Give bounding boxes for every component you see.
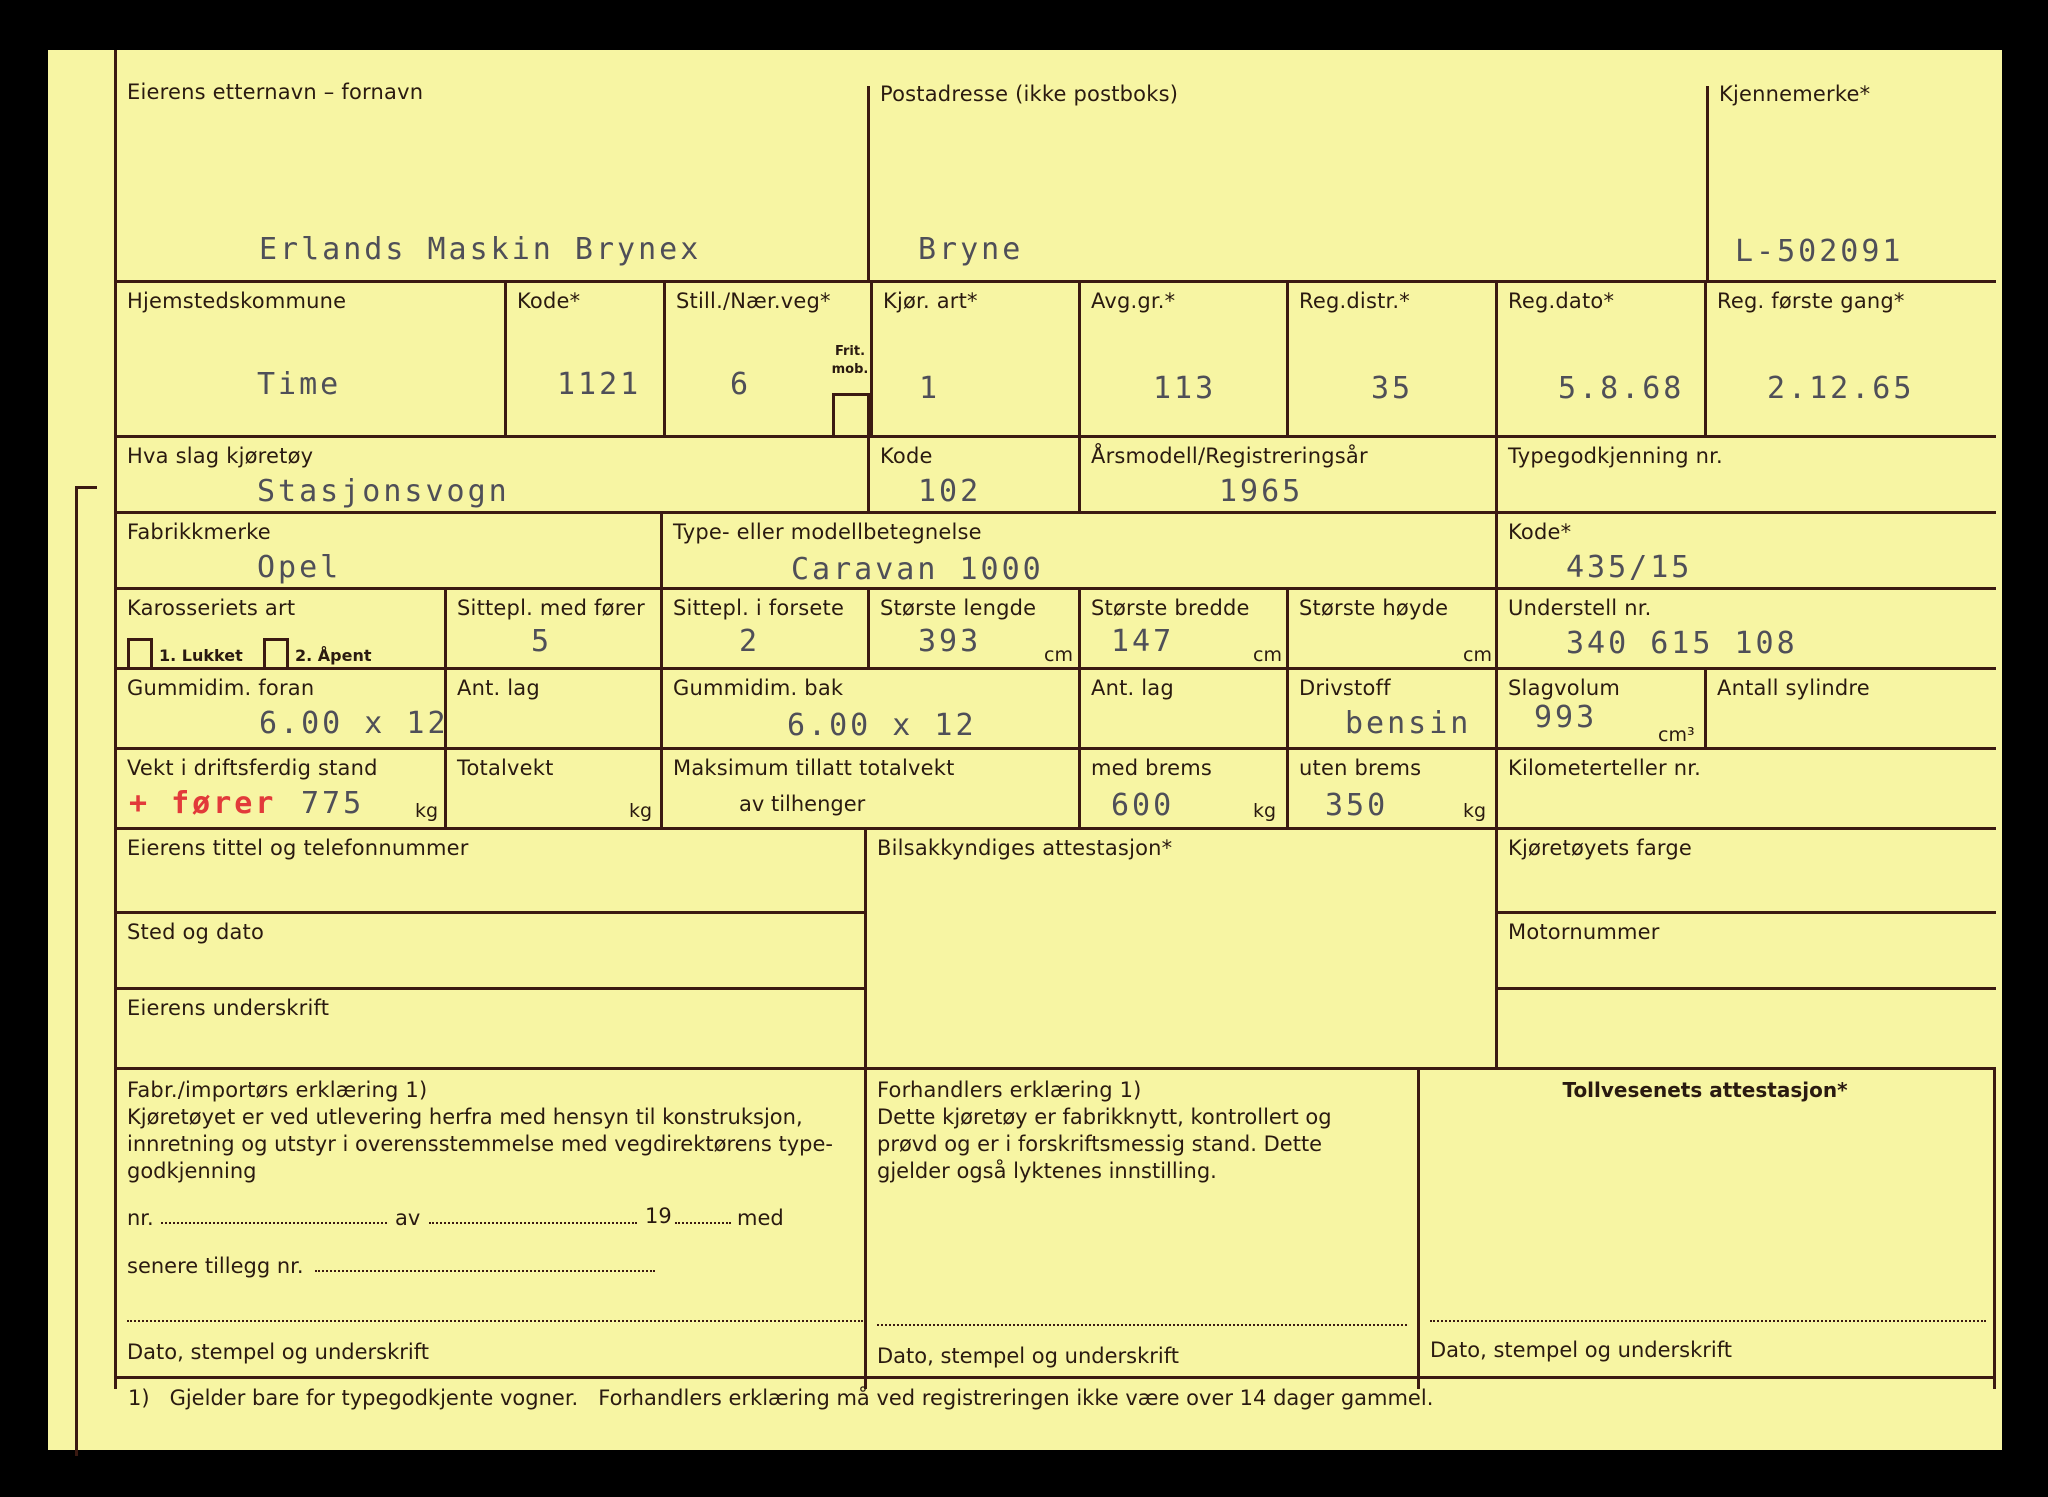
max-weight-cell — [660, 747, 1081, 827]
cylinders-label: Antall sylindre — [1717, 676, 1870, 700]
volume-cell — [1495, 667, 1707, 747]
model-code-label: Kode* — [1508, 520, 1572, 544]
model-cell — [660, 511, 1498, 587]
importer-av-label: av — [395, 1206, 421, 1230]
nobrake-cell — [1286, 747, 1498, 827]
nobrake-value: 350 — [1325, 788, 1389, 823]
regmark-cell — [1706, 82, 1996, 280]
municipality-cell — [114, 280, 507, 435]
volume-unit: cm³ — [1658, 724, 1695, 746]
brake-value: 600 — [1111, 788, 1175, 823]
frit-box[interactable] — [832, 393, 870, 438]
importer-text: Kjøretøyet er ved utlevering herfra med hensyn til konstruksjon, innretning og utstyr i overensstemmelse med vegdirektørens type-godkjenning — [127, 1105, 833, 1183]
importer-title: Fabr./importørs erklæring 1) — [127, 1078, 428, 1102]
fuel-label: Drivstoff — [1299, 676, 1391, 700]
firstreg-cell — [1704, 280, 1996, 435]
avg-label: Avg.gr.* — [1091, 289, 1176, 313]
inspector-label: Bilsakkyndiges attestasjon* — [877, 836, 1173, 860]
body-label: Karosseriets art — [127, 596, 296, 620]
vehicle-type-value: Stasjonsvogn — [257, 474, 510, 509]
typeapproval-cell — [1495, 435, 1996, 511]
still-label: Still./Nær.veg* — [676, 289, 831, 313]
place-date-cell — [114, 911, 867, 987]
total-weight-unit: kg — [629, 800, 653, 822]
regdistr-label: Reg.distr.* — [1299, 289, 1410, 313]
height-label: Største høyde — [1299, 596, 1449, 620]
margin-bracket — [75, 486, 78, 1456]
tyre-front-cell — [114, 667, 447, 747]
front-seats-cell — [660, 587, 870, 667]
width-label: Største bredde — [1091, 596, 1250, 620]
regdistr-cell — [1286, 280, 1498, 435]
importer-year-field[interactable] — [675, 1222, 731, 1224]
total-weight-cell — [444, 747, 663, 827]
body-cell — [114, 587, 447, 667]
weight-driver-note: + fører — [129, 786, 277, 821]
owner-title-label: Eierens tittel og telefonnummer — [127, 836, 469, 860]
inspector-cell — [864, 827, 1498, 1067]
brake-cell — [1078, 747, 1289, 827]
model-code-value: 435/15 — [1566, 550, 1693, 585]
vehicle-type-cell — [114, 435, 870, 511]
length-cell — [867, 587, 1081, 667]
vehicle-code-value: 102 — [918, 474, 982, 509]
vehicle-type-label: Hva slag kjøretøy — [127, 444, 314, 468]
make-label: Fabrikkmerke — [127, 520, 271, 544]
bottom-rule — [114, 1376, 1996, 1379]
regmark-value: L-502091 — [1735, 234, 1904, 269]
dealer-signature-line[interactable] — [877, 1324, 1407, 1326]
customs-stamp-label: Dato, stempel og underskrift — [1430, 1338, 1732, 1362]
colour-label: Kjøretøyets farge — [1508, 836, 1693, 860]
kjor-cell — [870, 280, 1081, 435]
year-cell — [1078, 435, 1498, 511]
chassis-value: 340 615 108 — [1566, 626, 1798, 661]
importer-cell — [114, 1067, 867, 1389]
footnote: 1) Gjelder bare for typegodkjente vogner. Forhandlers erklæring må ved registreringen ikke være over 14 dager gammel. — [128, 1386, 1434, 1410]
width-cell — [1078, 587, 1289, 667]
year-value: 1965 — [1219, 474, 1304, 509]
code-value: 1121 — [557, 367, 642, 402]
importer-year-label: 19 — [645, 1204, 672, 1228]
odometer-label: Kilometerteller nr. — [1508, 756, 1701, 780]
customs-cell — [1417, 1067, 1996, 1389]
width-unit: cm — [1253, 644, 1282, 666]
brake-label: med brems — [1091, 756, 1213, 780]
dealer-cell — [864, 1067, 1420, 1389]
code-label: Kode* — [517, 289, 581, 313]
still-value: 6 — [730, 367, 752, 402]
fuel-value: bensin — [1345, 706, 1472, 741]
vehicle-code-label: Kode — [880, 444, 933, 468]
margin-bracket-top — [75, 486, 97, 489]
weight-label: Vekt i driftsferdig stand — [127, 756, 378, 780]
vehicle-code-cell — [867, 435, 1081, 511]
closed-label: 1. Lukket — [159, 646, 243, 665]
address-value: Bryne — [918, 232, 1024, 267]
front-seats-value: 2 — [739, 624, 761, 659]
owner-cell — [114, 50, 917, 280]
width-value: 147 — [1111, 624, 1175, 659]
volume-label: Slagvolum — [1508, 676, 1621, 700]
model-code-cell — [1495, 511, 1996, 587]
owner-signature-label: Eierens underskrift — [127, 996, 330, 1020]
frit-label: Frit. mob. — [831, 344, 869, 377]
odometer-cell — [1495, 747, 1996, 827]
tyre-rear-cell — [660, 667, 1081, 747]
length-label: Største lengde — [880, 596, 1037, 620]
regdato-value: 5.8.68 — [1558, 371, 1685, 406]
trailer-label: av tilhenger — [739, 792, 866, 816]
colour-cell — [1495, 827, 1996, 911]
regdato-cell — [1495, 280, 1707, 435]
front-seats-label: Sittepl. i forsete — [673, 596, 845, 620]
engine-label: Motornummer — [1508, 920, 1660, 944]
nobrake-label: uten brems — [1299, 756, 1422, 780]
importer-av-field[interactable] — [429, 1222, 637, 1224]
address-label: Postadresse (ikke postboks) — [880, 82, 1179, 106]
customs-signature-line[interactable] — [1430, 1320, 1986, 1322]
closed-checkbox[interactable] — [127, 638, 153, 668]
chassis-label: Understell nr. — [1508, 596, 1652, 620]
cylinders-cell — [1704, 667, 1996, 747]
importer-med-label: med — [737, 1206, 784, 1230]
owner-label: Eierens etternavn – fornavn — [127, 80, 424, 104]
later-addition-field[interactable] — [315, 1270, 655, 1272]
regdistr-value: 35 — [1371, 371, 1414, 406]
importer-nr-label: nr. — [127, 1206, 154, 1230]
weight-cell — [114, 747, 447, 827]
dealer-title: Forhandlers erklæring 1) — [877, 1078, 1142, 1102]
avg-value: 113 — [1153, 371, 1217, 406]
total-weight-label: Totalvekt — [457, 756, 554, 780]
regmark-label: Kjennemerke* — [1719, 82, 1871, 106]
height-cell — [1286, 587, 1498, 667]
year-label: Årsmodell/Registreringsår — [1091, 444, 1368, 468]
ply-rear-label: Ant. lag — [1091, 676, 1174, 700]
make-value: Opel — [257, 550, 342, 585]
seats-cell — [444, 587, 663, 667]
model-value: Caravan 1000 — [791, 552, 1044, 587]
ply-front-label: Ant. lag — [457, 676, 540, 700]
blank-cell — [1495, 987, 1996, 1067]
engine-cell — [1495, 911, 1996, 987]
dealer-text: Dette kjøretøy er fabrikknytt, kontrollert og prøvd og er i forskriftsmessig stand. Dette gjelder også lyktenes innstilling. — [877, 1105, 1332, 1183]
regdato-label: Reg.dato* — [1508, 289, 1615, 313]
length-value: 393 — [918, 624, 982, 659]
weight-unit: kg — [415, 800, 439, 822]
open-checkbox[interactable] — [263, 638, 289, 668]
owner-title-cell — [114, 827, 867, 911]
owner-signature-cell — [114, 987, 867, 1067]
seats-value: 5 — [531, 624, 553, 659]
seats-label: Sittepl. med fører — [457, 596, 646, 620]
volume-value: 993 — [1534, 700, 1598, 735]
kjor-label: Kjør. art* — [883, 289, 978, 313]
kjor-value: 1 — [919, 371, 941, 406]
still-cell — [663, 280, 873, 435]
make-cell — [114, 511, 663, 587]
owner-value: Erlands Maskin Brynex — [259, 232, 702, 267]
height-unit: cm — [1463, 644, 1492, 666]
municipality-value: Time — [257, 367, 342, 402]
open-label: 2. Åpent — [295, 646, 372, 665]
model-label: Type- eller modellbetegnelse — [673, 520, 982, 544]
code-cell — [504, 280, 666, 435]
municipality-label: Hjemstedskommune — [127, 289, 347, 313]
tyre-front-label: Gummidim. foran — [127, 676, 315, 700]
tyre-rear-value: 6.00 x 12 — [787, 708, 977, 743]
brake-unit: kg — [1253, 800, 1277, 822]
importer-nr-field[interactable] — [161, 1222, 387, 1224]
place-date-label: Sted og dato — [127, 920, 265, 944]
ply-front-cell — [444, 667, 663, 747]
tyre-rear-label: Gummidim. bak — [673, 676, 844, 700]
avg-cell — [1078, 280, 1289, 435]
nobrake-unit: kg — [1463, 800, 1487, 822]
typeapproval-label: Typegodkjenning nr. — [1508, 444, 1723, 468]
address-cell — [867, 82, 1757, 280]
dealer-stamp-label: Dato, stempel og underskrift — [877, 1344, 1179, 1368]
customs-title: Tollvesenets attestasjon* — [1562, 1078, 1848, 1102]
weight-value: 775 — [301, 786, 365, 821]
ply-rear-cell — [1078, 667, 1289, 747]
fuel-cell — [1286, 667, 1498, 747]
firstreg-value: 2.12.65 — [1767, 371, 1915, 406]
later-addition-label: senere tillegg nr. — [127, 1254, 304, 1278]
chassis-cell — [1495, 587, 1996, 667]
tyre-front-value: 6.00 x 12 — [259, 706, 449, 741]
importer-stamp-label: Dato, stempel og underskrift — [127, 1340, 429, 1364]
firstreg-label: Reg. første gang* — [1717, 289, 1905, 313]
registration-card — [48, 50, 2002, 1450]
importer-signature-line[interactable] — [127, 1320, 863, 1322]
length-unit: cm — [1044, 644, 1073, 666]
max-weight-label: Maksimum tillatt totalvekt — [673, 756, 955, 780]
